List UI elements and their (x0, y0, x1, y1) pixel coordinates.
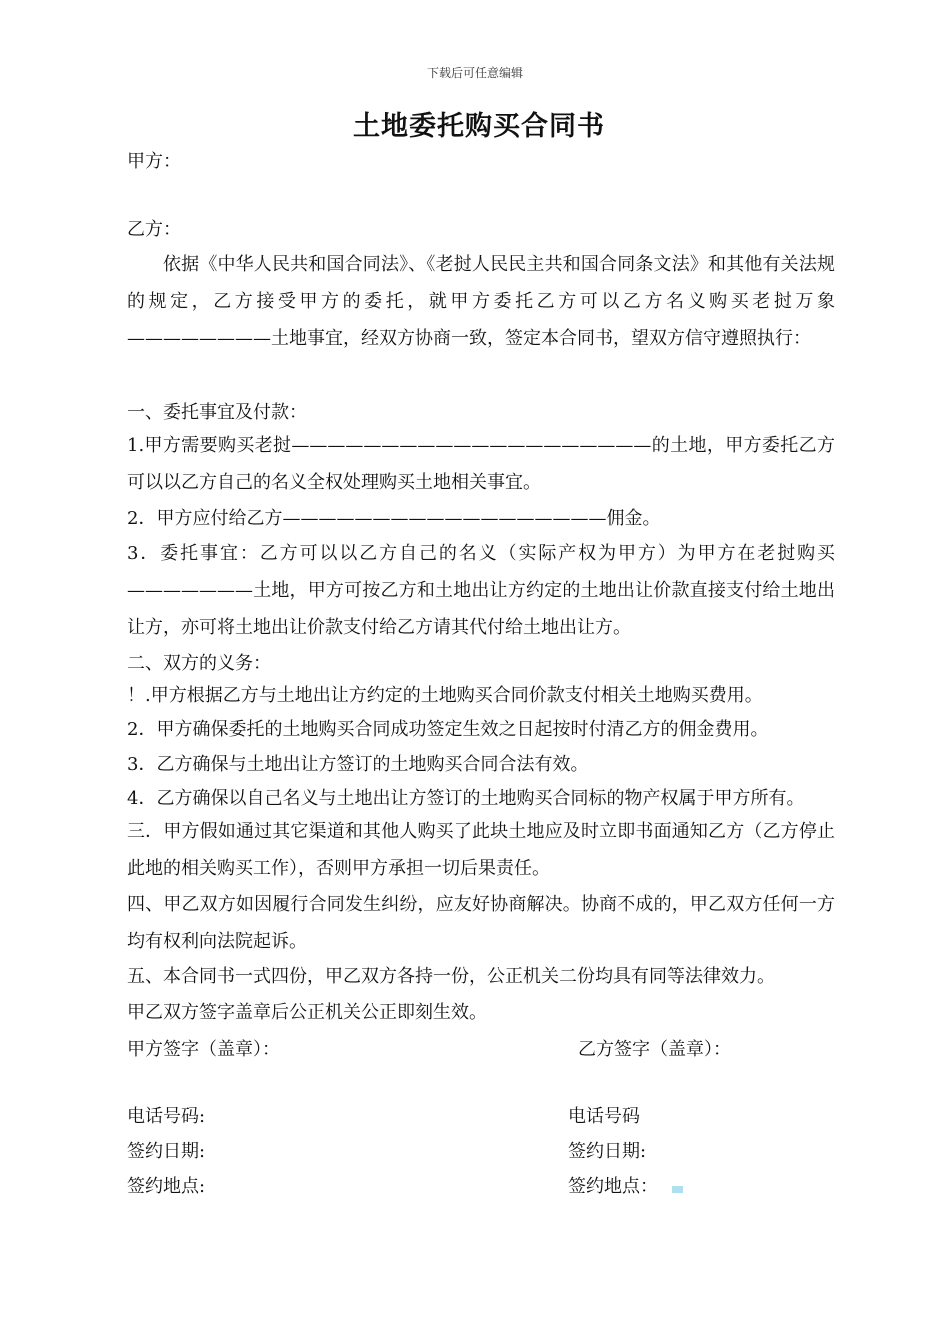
section-1-item-2: 2．甲方应付给乙方——————————————————佣金。 (127, 508, 661, 529)
party-a-date-label: 签约日期: (127, 1141, 206, 1162)
section-1-item-3: 3．委托事宜：乙方可以以乙方自己的名义（实际产权为甲方）为甲方在老挝购买———————土地，甲方可按乙方和土地出让方约定的土地出让价款直接支付给土地出让方，亦可将土地出让价款支付给乙方请其代付给土地出让方。 (127, 543, 835, 638)
highlight-mark (672, 1186, 683, 1193)
section-4-paragraph: 四、甲乙双方如因履行合同发生纠纷，应友好协商解决。协商不成的，甲乙双方任何一方均有权利向法院起诉。 (127, 894, 835, 952)
section-2-item-2: 2．甲方确保委托的土地购买合同成功签定生效之日起按时付清乙方的佣金费用。 (127, 719, 769, 740)
party-b-signature-label: 乙方签字（盖章）： (578, 1039, 731, 1060)
party-b-place-label: 签约地点： (568, 1176, 658, 1197)
party-b-phone-label: 电话号码 (568, 1106, 640, 1127)
preamble-paragraph: 依据《中华人民共和国合同法》、《老挝人民民主共和国合同条文法》和其他有关法规的规定，乙方接受甲方的委托，就甲方委托乙方可以乙方名义购买老挝万象————————土地事宜，经双方协商一致，签定本合同书，望双方信守遵照执行： (127, 254, 835, 349)
section-2-item-3: 3．乙方确保与土地出让方签订的土地购买合同合法有效。 (127, 754, 589, 775)
party-a-phone-label: 电话号码: (127, 1106, 206, 1127)
party-a-label: 甲方： (127, 151, 181, 172)
section-2-heading: 二、双方的义务： (127, 653, 271, 674)
section-1-item-1: 1.甲方需要购买老挝————————————————————的土地，甲方委托乙方可以以乙方自己的名义全权处理购买土地相关事宜。 (127, 435, 835, 493)
section-3-paragraph: 三．甲方假如通过其它渠道和其他人购买了此块土地应及时立即书面通知乙方（乙方停止此地的相关购买工作），否则甲方承担一切后果责任。 (127, 821, 835, 879)
document-title: 土地委托购买合同书 (353, 111, 605, 142)
section-2-item-4: 4．乙方确保以自己名义与土地出让方签订的土地购买合同标的物产权属于甲方所有。 (127, 788, 805, 809)
section-1-heading: 一、委托事宜及付款： (127, 402, 307, 423)
party-b-label: 乙方： (127, 219, 181, 240)
section-2-item-1: ！.甲方根据乙方与土地出让方约定的土地购买合同价款支付相关土地购买费用。 (127, 685, 763, 706)
effective-clause: 甲乙双方签字盖章后公正机关公正即刻生效。 (127, 1002, 487, 1023)
party-a-place-label: 签约地点: (127, 1176, 206, 1197)
section-5-paragraph: 五、本合同书一式四份，甲乙双方各持一份，公正机关二份均具有同等法律效力。 (127, 966, 775, 987)
header-note: 下载后可任意编辑 (426, 66, 523, 80)
party-b-date-label: 签约日期: (568, 1141, 647, 1162)
party-a-signature-label: 甲方签字（盖章）： (127, 1039, 280, 1060)
